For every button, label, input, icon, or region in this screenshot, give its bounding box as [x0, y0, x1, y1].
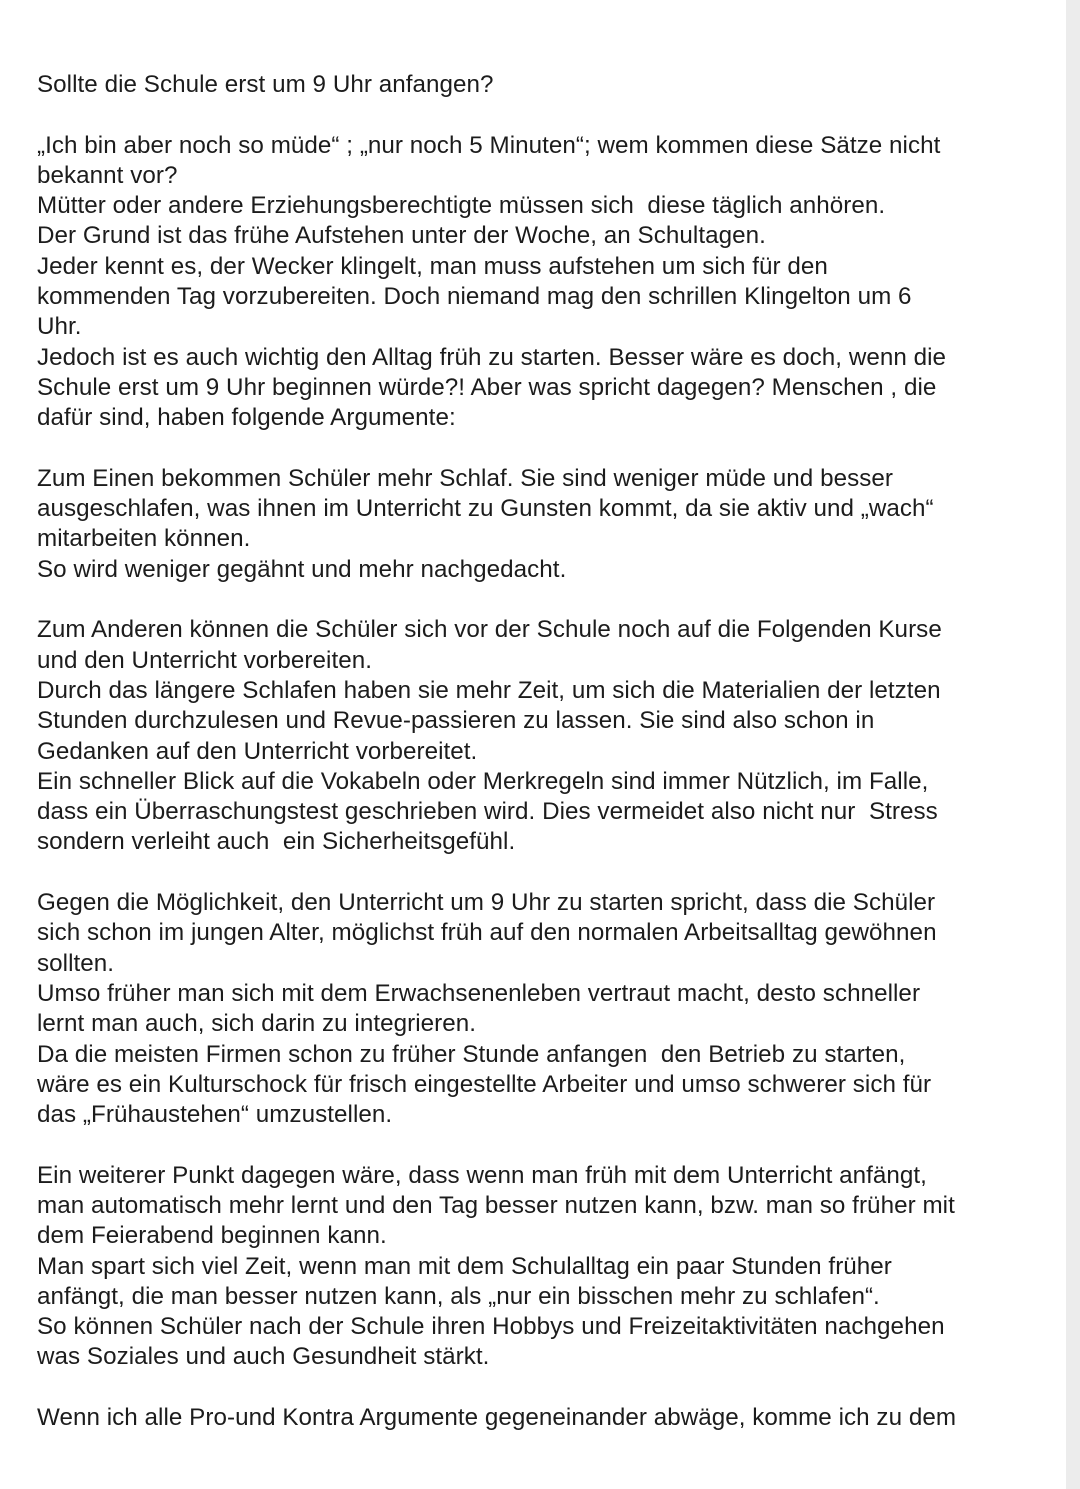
text-line: anfängt, die man besser nutzen kann, als „nur ein bisschen mehr zu schlafen“.: [37, 1282, 880, 1310]
text-line: Uhr.: [37, 313, 82, 341]
text-line: Da die meisten Firmen schon zu früher Stunde anfangen den Betrieb zu starten,: [37, 1040, 906, 1068]
text-line: das „Frühaustehen“ umzustellen.: [37, 1101, 393, 1129]
text-line: dass ein Überraschungstest geschrieben wird. Dies vermeidet also nicht nur Stress: [37, 798, 938, 826]
text-line: So wird weniger gegähnt und mehr nachgedacht.: [37, 555, 567, 583]
paragraph-spacer: [37, 100, 1047, 130]
text-line: Schule erst um 9 Uhr beginnen würde?! Aber was spricht dagegen? Menschen , die: [37, 373, 937, 401]
text-line: bekannt vor?: [37, 161, 178, 189]
document-body: [37, 70, 1047, 1433]
paragraph-contra-1: [37, 888, 1047, 1130]
text-line: sondern verleiht auch ein Sicherheitsgefühl.: [37, 828, 516, 856]
paragraph-spacer: [37, 858, 1047, 888]
paragraph-spacer: [37, 434, 1047, 464]
text-line: kommenden Tag vorzubereiten. Doch niemand mag den schrillen Klingelton um 6: [37, 283, 912, 311]
text-line: lernt man auch, sich darin zu integrieren.: [37, 1010, 477, 1038]
paragraph-pro-2: [37, 615, 1047, 857]
text-line: sich schon im jungen Alter, möglichst früh auf den normalen Arbeitsalltag gewöhnen: [37, 919, 937, 947]
text-line: Wenn ich alle Pro-und Kontra Argumente gegeneinander abwäge, komme ich zu dem: [37, 1404, 957, 1432]
text-line: Jedoch ist es auch wichtig den Alltag früh zu starten. Besser wäre es doch, wenn die: [37, 343, 947, 371]
text-line: Stunden durchzulesen und Revue-passieren zu lassen. Sie sind also schon in: [37, 707, 875, 735]
text-line: Der Grund ist das frühe Aufstehen unter der Woche, an Schultagen.: [37, 222, 766, 250]
text-line: Gegen die Möglichkeit, den Unterricht um 9 Uhr zu starten spricht, dass die Schüler: [37, 889, 936, 917]
text-line: Durch das längere Schlafen haben sie mehr Zeit, um sich die Materialien der letzten: [37, 676, 941, 704]
paragraph-spacer: [37, 585, 1047, 615]
text-line: Ein schneller Blick auf die Vokabeln oder Merkregeln sind immer Nützlich, im Falle,: [37, 767, 929, 795]
document-title: Sollte die Schule erst um 9 Uhr anfangen?: [37, 71, 494, 98]
text-line: man automatisch mehr lernt und den Tag besser nutzen kann, bzw. man so früher mit: [37, 1191, 955, 1219]
text-line: Jeder kennt es, der Wecker klingelt, man muss aufstehen um sich für den: [37, 252, 828, 280]
paragraph-spacer: [37, 1130, 1047, 1160]
text-line: Zum Anderen können die Schüler sich vor der Schule noch auf die Folgenden Kurse: [37, 616, 942, 644]
text-line: Gedanken auf den Unterricht vorbereitet.: [37, 737, 478, 765]
text-line: Ein weiterer Punkt dagegen wäre, dass wenn man früh mit dem Unterricht anfängt,: [37, 1161, 927, 1189]
text-line: Zum Einen bekommen Schüler mehr Schlaf. Sie sind weniger müde und besser: [37, 464, 893, 492]
text-line: dafür sind, haben folgende Argumente:: [37, 404, 456, 432]
text-line: sollten.: [37, 949, 115, 977]
paragraph-pro-1: [37, 464, 1047, 585]
paragraph-spacer: [37, 1373, 1047, 1403]
page-edge: [1066, 0, 1080, 1489]
text-line: So können Schüler nach der Schule ihren Hobbys und Freizeitaktivitäten nachgehen: [37, 1313, 945, 1341]
text-line: dem Feierabend beginnen kann.: [37, 1222, 387, 1250]
text-line: wäre es ein Kulturschock für frisch eingestellte Arbeiter und umso schwerer sich für: [37, 1070, 932, 1098]
text-line: Mütter oder andere Erziehungsberechtigte müssen sich diese täglich anhören.: [37, 192, 886, 220]
text-line: und den Unterricht vorbereiten.: [37, 646, 372, 674]
text-line: mitarbeiten können.: [37, 525, 251, 553]
paragraph-intro: [37, 131, 1047, 434]
text-line: Umso früher man sich mit dem Erwachsenenleben vertraut macht, desto schneller: [37, 979, 921, 1007]
paragraph-conclusion: [37, 1403, 1047, 1433]
paragraph-contra-2: [37, 1161, 1047, 1373]
text-line: ausgeschlafen, was ihnen im Unterricht zu Gunsten kommt, da sie aktiv und „wach“: [37, 495, 934, 523]
text-line: „Ich bin aber noch so müde“ ; „nur noch 5 Minuten“; wem kommen diese Sätze nicht: [37, 131, 941, 159]
text-line: was Soziales und auch Gesundheit stärkt.: [37, 1343, 490, 1371]
text-line: Man spart sich viel Zeit, wenn man mit dem Schulalltag ein paar Stunden früher: [37, 1252, 892, 1280]
